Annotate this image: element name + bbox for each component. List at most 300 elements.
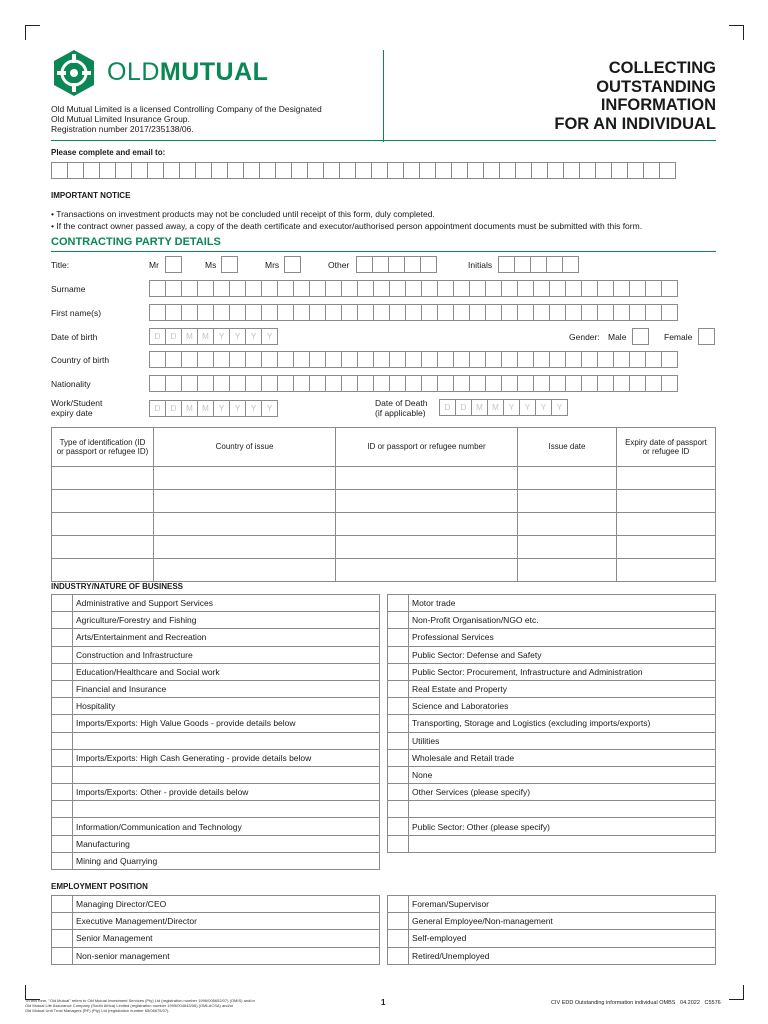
char-box[interactable] — [197, 375, 214, 392]
char-box[interactable] — [165, 304, 182, 321]
char-box[interactable] — [309, 375, 326, 392]
char-box[interactable] — [259, 162, 276, 179]
char-box[interactable] — [165, 351, 182, 368]
char-box[interactable] — [613, 280, 630, 297]
char-box[interactable]: D — [165, 400, 182, 417]
option-checkbox[interactable] — [388, 715, 409, 732]
char-box[interactable] — [277, 351, 294, 368]
char-box[interactable] — [147, 162, 164, 179]
char-box[interactable] — [309, 280, 326, 297]
char-box[interactable] — [437, 280, 454, 297]
char-box[interactable] — [405, 351, 422, 368]
initials-input[interactable] — [498, 256, 578, 273]
char-box[interactable] — [149, 304, 166, 321]
option-checkbox[interactable] — [52, 896, 73, 913]
option-checkbox[interactable] — [388, 766, 409, 783]
char-box[interactable] — [149, 280, 166, 297]
char-box[interactable] — [517, 351, 534, 368]
char-box[interactable] — [149, 375, 166, 392]
work-expiry-input[interactable] — [149, 400, 277, 417]
char-box[interactable] — [275, 162, 292, 179]
option-checkbox[interactable] — [52, 680, 73, 697]
char-box[interactable]: M — [197, 328, 214, 345]
country-birth-label: Country of birth — [51, 355, 110, 365]
table-cell-input[interactable] — [154, 490, 336, 513]
char-box[interactable] — [325, 280, 342, 297]
char-box[interactable] — [181, 304, 198, 321]
gender-female-checkbox[interactable] — [698, 328, 715, 345]
char-box[interactable]: Y — [261, 328, 278, 345]
char-box[interactable]: M — [487, 399, 504, 416]
title-ms-checkbox[interactable] — [221, 256, 238, 273]
char-box[interactable] — [197, 351, 214, 368]
option-label: Executive Management/Director — [73, 913, 380, 930]
char-box[interactable] — [485, 351, 502, 368]
char-box[interactable] — [499, 162, 516, 179]
char-box[interactable] — [613, 351, 630, 368]
table-cell-input[interactable] — [154, 559, 336, 582]
char-box[interactable] — [356, 256, 373, 273]
char-box[interactable] — [661, 280, 678, 297]
char-box[interactable] — [405, 280, 422, 297]
char-box[interactable] — [261, 375, 278, 392]
table-cell-input[interactable] — [52, 513, 154, 536]
char-box[interactable] — [355, 162, 372, 179]
char-box[interactable] — [357, 280, 374, 297]
char-box[interactable] — [533, 351, 550, 368]
table-cell-input[interactable] — [336, 536, 518, 559]
option-checkbox[interactable] — [52, 818, 73, 835]
char-box[interactable] — [293, 375, 310, 392]
country-birth-input[interactable] — [149, 351, 677, 368]
char-box[interactable] — [517, 375, 534, 392]
char-box[interactable]: Y — [551, 399, 568, 416]
char-box[interactable] — [387, 162, 404, 179]
option-checkbox[interactable] — [52, 612, 73, 629]
option-checkbox[interactable] — [388, 732, 409, 749]
char-box[interactable] — [245, 351, 262, 368]
char-box[interactable] — [261, 280, 278, 297]
char-box[interactable]: Y — [245, 328, 262, 345]
option-checkbox[interactable] — [52, 715, 73, 732]
option-label: Science and Laboratories — [409, 698, 716, 715]
char-box[interactable]: Y — [229, 400, 246, 417]
option-checkbox[interactable] — [52, 801, 73, 818]
char-box[interactable] — [341, 375, 358, 392]
table-cell-input[interactable] — [336, 490, 518, 513]
char-box[interactable] — [645, 351, 662, 368]
char-box[interactable] — [419, 162, 436, 179]
email-input[interactable] — [51, 162, 675, 179]
char-box[interactable] — [181, 280, 198, 297]
char-box[interactable] — [533, 280, 550, 297]
table-cell-input[interactable] — [52, 536, 154, 559]
option-checkbox[interactable] — [388, 612, 409, 629]
first-names-input[interactable] — [149, 304, 677, 321]
char-box[interactable] — [597, 280, 614, 297]
char-box[interactable] — [501, 351, 518, 368]
char-box[interactable] — [549, 375, 566, 392]
char-box[interactable] — [629, 280, 646, 297]
option-checkbox[interactable] — [52, 852, 73, 869]
char-box[interactable] — [405, 304, 422, 321]
char-box[interactable] — [323, 162, 340, 179]
char-box[interactable] — [437, 351, 454, 368]
option-checkbox[interactable] — [388, 896, 409, 913]
char-box[interactable] — [213, 375, 230, 392]
char-box[interactable] — [309, 304, 326, 321]
char-box[interactable] — [373, 304, 390, 321]
details-input[interactable] — [73, 766, 380, 783]
char-box[interactable] — [421, 375, 438, 392]
table-cell-input[interactable] — [518, 467, 617, 490]
option-checkbox[interactable] — [52, 732, 73, 749]
option-label: Senior Management — [73, 930, 380, 947]
char-box[interactable] — [309, 351, 326, 368]
option-checkbox[interactable] — [388, 930, 409, 947]
char-box[interactable] — [469, 351, 486, 368]
char-box[interactable] — [229, 375, 246, 392]
char-box[interactable] — [277, 280, 294, 297]
table-cell-input[interactable] — [154, 536, 336, 559]
char-box[interactable]: Y — [503, 399, 520, 416]
char-box[interactable] — [325, 351, 342, 368]
char-box[interactable] — [291, 162, 308, 179]
char-box[interactable] — [277, 375, 294, 392]
char-box[interactable] — [549, 304, 566, 321]
table-cell-input[interactable] — [518, 490, 617, 513]
char-box[interactable]: M — [197, 400, 214, 417]
char-box[interactable] — [388, 256, 405, 273]
title-mrs-checkbox[interactable] — [284, 256, 301, 273]
char-box[interactable] — [435, 162, 452, 179]
char-box[interactable] — [115, 162, 132, 179]
option-checkbox[interactable] — [52, 913, 73, 930]
char-box[interactable] — [533, 304, 550, 321]
nationality-input[interactable] — [149, 375, 677, 392]
option-checkbox[interactable] — [52, 629, 73, 646]
table-cell-input[interactable] — [336, 559, 518, 582]
char-box[interactable] — [579, 162, 596, 179]
table-cell-input[interactable] — [617, 513, 716, 536]
char-box[interactable] — [243, 162, 260, 179]
char-box[interactable] — [562, 256, 579, 273]
details-input[interactable] — [409, 835, 716, 852]
char-box[interactable] — [515, 162, 532, 179]
char-box[interactable] — [549, 280, 566, 297]
char-box[interactable] — [421, 280, 438, 297]
char-box[interactable] — [547, 162, 564, 179]
option-checkbox[interactable] — [52, 835, 73, 852]
char-box[interactable] — [661, 304, 678, 321]
char-box[interactable] — [197, 280, 214, 297]
char-box[interactable] — [661, 375, 678, 392]
char-box[interactable] — [165, 375, 182, 392]
table-cell-input[interactable] — [518, 536, 617, 559]
table-cell-input[interactable] — [52, 490, 154, 513]
char-box[interactable] — [357, 351, 374, 368]
char-box[interactable] — [629, 304, 646, 321]
char-box[interactable] — [565, 280, 582, 297]
char-box[interactable] — [531, 162, 548, 179]
char-box[interactable]: Y — [229, 328, 246, 345]
char-box[interactable] — [307, 162, 324, 179]
char-box[interactable] — [565, 375, 582, 392]
char-box[interactable] — [357, 304, 374, 321]
char-box[interactable] — [421, 351, 438, 368]
char-box[interactable]: Y — [535, 399, 552, 416]
char-box[interactable] — [181, 375, 198, 392]
char-box[interactable] — [501, 304, 518, 321]
option-checkbox[interactable] — [388, 818, 409, 835]
char-box[interactable] — [485, 280, 502, 297]
table-cell-input[interactable] — [617, 559, 716, 582]
char-box[interactable] — [67, 162, 84, 179]
table-cell-input[interactable] — [617, 467, 716, 490]
char-box[interactable] — [371, 162, 388, 179]
char-box[interactable] — [565, 304, 582, 321]
option-checkbox[interactable] — [52, 646, 73, 663]
char-box[interactable] — [453, 304, 470, 321]
list-item — [52, 852, 380, 869]
char-box[interactable] — [437, 375, 454, 392]
char-box[interactable] — [181, 351, 198, 368]
char-box[interactable] — [451, 162, 468, 179]
char-box[interactable] — [469, 304, 486, 321]
char-box[interactable]: Y — [213, 328, 230, 345]
char-box[interactable] — [197, 304, 214, 321]
table-cell-input[interactable] — [617, 490, 716, 513]
char-box[interactable]: Y — [245, 400, 262, 417]
gender-male-checkbox[interactable] — [632, 328, 649, 345]
char-box[interactable] — [453, 375, 470, 392]
char-box[interactable] — [277, 304, 294, 321]
char-box[interactable] — [131, 162, 148, 179]
char-box[interactable]: D — [165, 328, 182, 345]
char-box[interactable] — [245, 375, 262, 392]
char-box[interactable] — [611, 162, 628, 179]
details-input[interactable] — [73, 801, 380, 818]
char-box[interactable] — [469, 375, 486, 392]
char-box[interactable] — [51, 162, 68, 179]
char-box[interactable] — [645, 375, 662, 392]
char-box[interactable] — [229, 304, 246, 321]
char-box[interactable] — [483, 162, 500, 179]
char-box[interactable] — [261, 351, 278, 368]
char-box[interactable] — [341, 304, 358, 321]
char-box[interactable] — [245, 280, 262, 297]
char-box[interactable] — [372, 256, 389, 273]
option-checkbox[interactable] — [388, 680, 409, 697]
char-box[interactable] — [643, 162, 660, 179]
char-box[interactable]: Y — [213, 400, 230, 417]
char-box[interactable] — [293, 351, 310, 368]
char-box[interactable]: Y — [261, 400, 278, 417]
char-box[interactable]: D — [149, 328, 166, 345]
char-box[interactable] — [213, 304, 230, 321]
char-box[interactable] — [163, 162, 180, 179]
char-box[interactable] — [83, 162, 100, 179]
option-checkbox[interactable] — [52, 749, 73, 766]
char-box[interactable] — [325, 304, 342, 321]
table-cell-input[interactable] — [518, 513, 617, 536]
char-box[interactable] — [404, 256, 421, 273]
option-checkbox[interactable] — [52, 947, 73, 964]
option-checkbox[interactable] — [388, 646, 409, 663]
char-box[interactable] — [485, 375, 502, 392]
option-checkbox[interactable] — [388, 947, 409, 964]
char-box[interactable] — [533, 375, 550, 392]
char-box[interactable] — [99, 162, 116, 179]
char-box[interactable] — [563, 162, 580, 179]
char-box[interactable] — [179, 162, 196, 179]
char-box[interactable]: M — [471, 399, 488, 416]
char-box[interactable] — [469, 280, 486, 297]
char-box[interactable] — [421, 304, 438, 321]
char-box[interactable] — [549, 351, 566, 368]
char-box[interactable] — [211, 162, 228, 179]
char-box[interactable] — [501, 280, 518, 297]
option-checkbox[interactable] — [52, 930, 73, 947]
char-box[interactable] — [595, 162, 612, 179]
char-box[interactable] — [420, 256, 437, 273]
char-box[interactable] — [581, 304, 598, 321]
option-checkbox[interactable] — [388, 784, 409, 801]
char-box[interactable] — [403, 162, 420, 179]
table-cell-input[interactable] — [617, 536, 716, 559]
char-box[interactable] — [613, 375, 630, 392]
char-box[interactable] — [453, 351, 470, 368]
table-cell-input[interactable] — [336, 513, 518, 536]
char-box[interactable] — [373, 351, 390, 368]
char-box[interactable] — [339, 162, 356, 179]
char-box[interactable] — [581, 375, 598, 392]
table-cell-input[interactable] — [52, 467, 154, 490]
char-box[interactable] — [229, 280, 246, 297]
title-other-input[interactable] — [356, 256, 436, 273]
char-box[interactable] — [485, 304, 502, 321]
option-checkbox[interactable] — [388, 801, 409, 818]
char-box[interactable] — [661, 351, 678, 368]
char-box[interactable] — [581, 351, 598, 368]
char-box[interactable] — [659, 162, 676, 179]
option-label: Manufacturing — [73, 835, 380, 852]
char-box[interactable] — [357, 375, 374, 392]
option-checkbox[interactable] — [388, 835, 409, 852]
char-box[interactable] — [389, 304, 406, 321]
char-box[interactable] — [645, 280, 662, 297]
option-checkbox[interactable] — [388, 663, 409, 680]
option-checkbox[interactable] — [388, 595, 409, 612]
char-box[interactable] — [213, 280, 230, 297]
char-box[interactable] — [229, 351, 246, 368]
char-box[interactable] — [597, 351, 614, 368]
char-box[interactable] — [389, 280, 406, 297]
char-box[interactable] — [389, 351, 406, 368]
table-cell-input[interactable] — [154, 467, 336, 490]
char-box[interactable] — [325, 375, 342, 392]
dob-input[interactable] — [149, 328, 277, 345]
char-box[interactable] — [597, 375, 614, 392]
char-box[interactable] — [629, 351, 646, 368]
char-box[interactable] — [245, 304, 262, 321]
char-box[interactable] — [627, 162, 644, 179]
char-box[interactable]: D — [149, 400, 166, 417]
char-box[interactable] — [597, 304, 614, 321]
list-item — [52, 896, 380, 913]
char-box[interactable] — [195, 162, 212, 179]
char-box[interactable] — [565, 351, 582, 368]
char-box[interactable] — [293, 280, 310, 297]
char-box[interactable] — [341, 351, 358, 368]
char-box[interactable]: M — [181, 328, 198, 345]
table-cell-input[interactable] — [518, 559, 617, 582]
option-checkbox[interactable] — [52, 766, 73, 783]
char-box[interactable] — [389, 375, 406, 392]
option-checkbox[interactable] — [52, 784, 73, 801]
char-box[interactable]: D — [455, 399, 472, 416]
option-checkbox[interactable] — [388, 698, 409, 715]
details-input[interactable] — [73, 732, 380, 749]
char-box[interactable] — [437, 304, 454, 321]
char-box[interactable]: M — [181, 400, 198, 417]
fine-print-line: Old Mutual Unit Trust Managers (RF) (Pty) Ltd (registration number 65/06675/07). — [25, 1008, 170, 1013]
form-title — [554, 59, 716, 133]
char-box[interactable]: D — [439, 399, 456, 416]
char-box[interactable] — [613, 304, 630, 321]
doc-ref: CIV EDD Outstanding information individual OMBS — [551, 1000, 676, 1006]
char-box[interactable] — [514, 256, 531, 273]
char-box[interactable] — [227, 162, 244, 179]
char-box[interactable] — [645, 304, 662, 321]
option-checkbox[interactable] — [52, 595, 73, 612]
option-checkbox[interactable] — [52, 663, 73, 680]
option-checkbox[interactable] — [52, 698, 73, 715]
char-box[interactable] — [581, 280, 598, 297]
char-box[interactable] — [501, 375, 518, 392]
table-cell-input[interactable] — [154, 513, 336, 536]
char-box[interactable] — [213, 351, 230, 368]
char-box[interactable] — [373, 375, 390, 392]
char-box[interactable] — [165, 280, 182, 297]
char-box[interactable] — [546, 256, 563, 273]
surname-input[interactable] — [149, 280, 677, 297]
option-label: Transporting, Storage and Logistics (excluding imports/exports) — [409, 715, 716, 732]
char-box[interactable] — [405, 375, 422, 392]
char-box[interactable] — [517, 304, 534, 321]
option-checkbox[interactable] — [388, 913, 409, 930]
char-box[interactable] — [373, 280, 390, 297]
title-mr-checkbox[interactable] — [165, 256, 182, 273]
char-box[interactable] — [341, 280, 358, 297]
char-box[interactable] — [293, 304, 310, 321]
char-box[interactable]: Y — [519, 399, 536, 416]
char-box[interactable] — [517, 280, 534, 297]
char-box[interactable] — [149, 351, 166, 368]
char-box[interactable] — [629, 375, 646, 392]
option-checkbox[interactable] — [388, 749, 409, 766]
char-box[interactable] — [453, 280, 470, 297]
char-box[interactable] — [467, 162, 484, 179]
char-box[interactable] — [498, 256, 515, 273]
char-box[interactable] — [530, 256, 547, 273]
table-cell-input[interactable] — [52, 559, 154, 582]
details-input[interactable] — [409, 801, 716, 818]
char-box[interactable] — [261, 304, 278, 321]
date-death-input[interactable] — [439, 399, 567, 416]
table-cell-input[interactable] — [336, 467, 518, 490]
option-checkbox[interactable] — [388, 629, 409, 646]
